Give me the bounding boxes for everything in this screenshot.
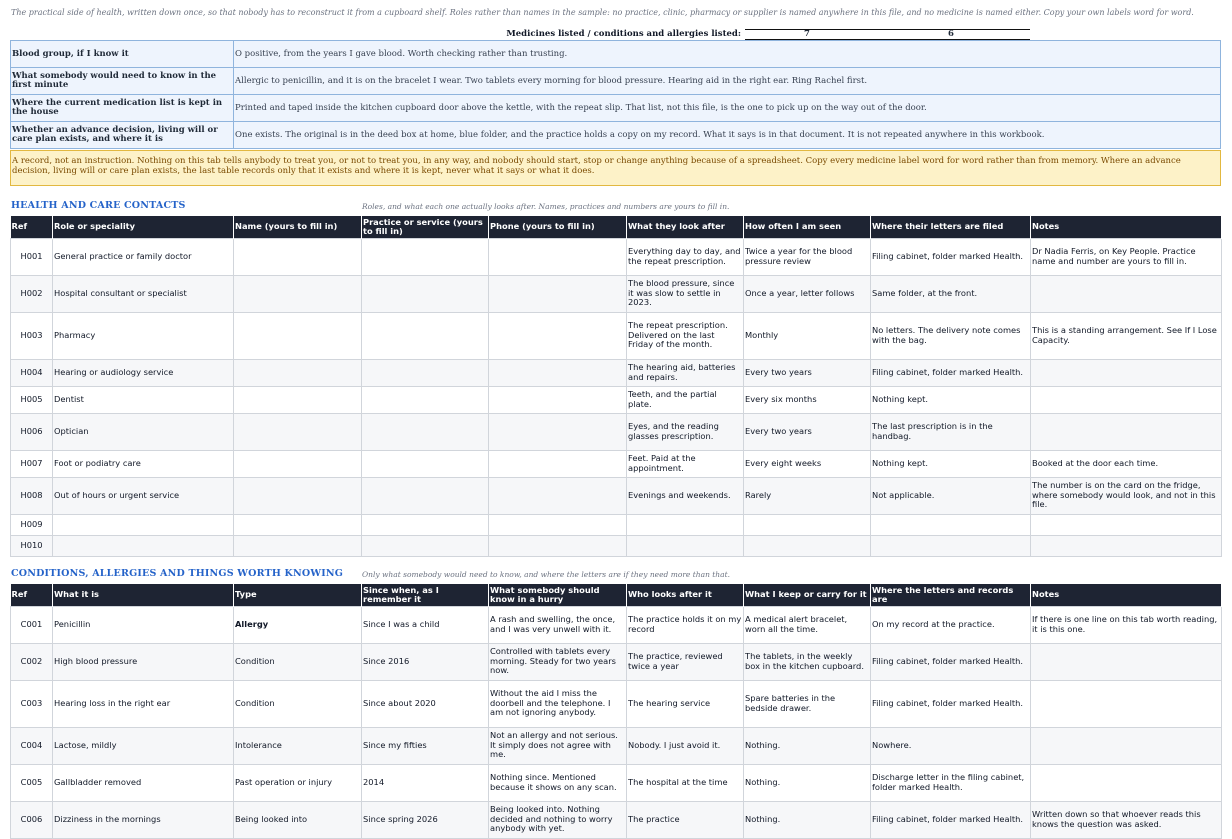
table-cell[interactable]: Being looked into. Nothing decided and nothing to worry anybody with yet.: [489, 801, 627, 838]
counts-label: Medicines listed / conditions and allergies listed:: [506, 29, 741, 39]
table-cell[interactable]: [234, 514, 362, 535]
table-cell[interactable]: Evenings and weekends.: [627, 477, 744, 514]
table-cell[interactable]: [234, 275, 362, 312]
key-fact-value[interactable]: Printed and taped inside the kitchen cupboard door above the kettle, with the repeat slip. That list, not this file, is the one to pick up on the way out of the door.: [234, 95, 1221, 122]
contacts-table: [10, 216, 1222, 557]
table-cell[interactable]: [362, 312, 489, 359]
row-ref[interactable]: H004: [11, 359, 53, 386]
column-header[interactable]: Type: [234, 584, 362, 606]
conditions-section-title: CONDITIONS, ALLERGIES AND THINGS WORTH KNOWING: [11, 568, 344, 579]
table-cell[interactable]: The hospital at the time: [627, 764, 744, 801]
table-cell[interactable]: [234, 450, 362, 477]
table-cell[interactable]: Nobody. I just avoid it.: [627, 727, 744, 764]
table-cell[interactable]: [362, 275, 489, 312]
table-cell[interactable]: Filing cabinet, folder marked Health.: [871, 238, 1031, 275]
key-fact-value[interactable]: Allergic to penicillin, and it is on the bracelet I wear. Two tablets every morning for blood pressure. Hearing aid in the right ear. Ring Rachel first.: [234, 68, 1221, 95]
table-cell[interactable]: [1031, 680, 1222, 727]
conditions-header-row: [11, 584, 1222, 606]
key-fact-row: [11, 41, 1221, 68]
contact-row: [11, 238, 1222, 275]
table-cell[interactable]: Twice a year for the blood pressure review: [744, 238, 871, 275]
table-cell[interactable]: [362, 450, 489, 477]
table-cell[interactable]: [627, 514, 744, 535]
column-header[interactable]: How often I am seen: [744, 216, 871, 238]
table-cell[interactable]: [489, 450, 627, 477]
table-cell[interactable]: Out of hours or urgent service: [53, 477, 234, 514]
table-cell[interactable]: The practice holds it on my record: [627, 606, 744, 643]
table-cell[interactable]: Nothing.: [744, 764, 871, 801]
column-header[interactable]: Notes: [1031, 216, 1222, 238]
row-ref[interactable]: H003: [11, 312, 53, 359]
table-cell[interactable]: [1031, 413, 1222, 450]
table-cell[interactable]: [234, 359, 362, 386]
column-header[interactable]: What I keep or carry for it: [744, 584, 871, 606]
table-cell[interactable]: 2014: [362, 764, 489, 801]
table-cell[interactable]: Not applicable.: [871, 477, 1031, 514]
contact-row: [11, 450, 1222, 477]
table-cell[interactable]: [1031, 386, 1222, 413]
row-ref[interactable]: C006: [11, 801, 53, 838]
table-cell[interactable]: The practice, reviewed twice a year: [627, 643, 744, 680]
table-cell[interactable]: Hearing or audiology service: [53, 359, 234, 386]
table-cell[interactable]: [234, 312, 362, 359]
table-cell[interactable]: [744, 514, 871, 535]
warning-note: A record, not an instruction. Nothing on this tab tells anybody to treat you, or not to treat you, in any way, and nobody should start, stop or change anything because of a spreadsheet. Copy every medicine label word for word rather than from memory. Where an advance decision, living will or care plan exists, the last table records only that it exists and where it is kept, never what it says or what it does.: [10, 150, 1221, 186]
table-cell[interactable]: Gallbladder removed: [53, 764, 234, 801]
contacts-section-note: Roles, and what each one actually looks after. Names, practices and numbers are yours to fill in.: [362, 202, 730, 211]
table-cell[interactable]: [53, 514, 234, 535]
table-cell[interactable]: General practice or family doctor: [53, 238, 234, 275]
intro-text: The practical side of health, written down once, so that nobody has to reconstruct it from a cupboard shelf. Roles rather than names in the sample: no practice, clinic, pharmacy or supplier is named anywhere in this file, and no medicine is named either. Copy your own labels word for word.: [11, 8, 1194, 17]
key-fact-label: Whether an advance decision, living will or care plan exists, and where it is: [11, 122, 234, 149]
table-cell[interactable]: Rarely: [744, 477, 871, 514]
key-fact-row: [11, 95, 1221, 122]
table-cell[interactable]: Once a year, letter follows: [744, 275, 871, 312]
row-ref[interactable]: H002: [11, 275, 53, 312]
table-cell[interactable]: [489, 359, 627, 386]
table-cell[interactable]: Every six months: [744, 386, 871, 413]
table-cell[interactable]: Without the aid I miss the doorbell and the telephone. I am not ignoring anybody.: [489, 680, 627, 727]
table-cell[interactable]: Nowhere.: [871, 727, 1031, 764]
table-cell[interactable]: Foot or podiatry care: [53, 450, 234, 477]
table-cell[interactable]: [871, 514, 1031, 535]
table-cell[interactable]: Filing cabinet, folder marked Health.: [871, 801, 1031, 838]
table-cell[interactable]: Dentist: [53, 386, 234, 413]
table-cell[interactable]: The hearing aid, batteries and repairs.: [627, 359, 744, 386]
table-cell[interactable]: The number is on the card on the fridge, where somebody would look, and not in this file.: [1031, 477, 1222, 514]
condition-row: [11, 680, 1222, 727]
column-header[interactable]: What somebody should know in a hurry: [489, 584, 627, 606]
contacts-header-row: [11, 216, 1222, 238]
table-cell[interactable]: Every two years: [744, 359, 871, 386]
table-cell[interactable]: No letters. The delivery note comes with the bag.: [871, 312, 1031, 359]
contacts-section-title: HEALTH AND CARE CONTACTS: [11, 200, 186, 211]
column-header[interactable]: Ref: [11, 584, 53, 606]
table-cell[interactable]: [744, 535, 871, 556]
table-cell[interactable]: Since 2016: [362, 643, 489, 680]
contact-row: [11, 477, 1222, 514]
table-cell[interactable]: If there is one line on this tab worth reading, it is this one.: [1031, 606, 1222, 643]
key-facts-table: [10, 40, 1221, 149]
table-cell[interactable]: Eyes, and the reading glasses prescription.: [627, 413, 744, 450]
column-header[interactable]: Where the letters and records are: [871, 584, 1031, 606]
table-cell[interactable]: [489, 312, 627, 359]
table-cell[interactable]: Since spring 2026: [362, 801, 489, 838]
table-cell[interactable]: Condition: [234, 680, 362, 727]
table-cell[interactable]: Filing cabinet, folder marked Health.: [871, 643, 1031, 680]
row-ref[interactable]: C005: [11, 764, 53, 801]
table-cell[interactable]: [1031, 727, 1222, 764]
table-cell[interactable]: [1031, 535, 1222, 556]
table-cell[interactable]: Penicillin: [53, 606, 234, 643]
table-cell[interactable]: [362, 477, 489, 514]
table-cell[interactable]: Intolerance: [234, 727, 362, 764]
table-cell[interactable]: Since my fifties: [362, 727, 489, 764]
table-cell[interactable]: Since about 2020: [362, 680, 489, 727]
row-ref[interactable]: C003: [11, 680, 53, 727]
column-header[interactable]: Notes: [1031, 584, 1222, 606]
table-cell[interactable]: [1031, 359, 1222, 386]
contact-row: [11, 312, 1222, 359]
table-cell[interactable]: [489, 413, 627, 450]
table-cell[interactable]: Filing cabinet, folder marked Health.: [871, 359, 1031, 386]
table-cell[interactable]: Discharge letter in the filing cabinet, folder marked Health.: [871, 764, 1031, 801]
table-cell[interactable]: Allergy: [234, 606, 362, 643]
contact-row: [11, 386, 1222, 413]
table-cell[interactable]: Optician: [53, 413, 234, 450]
table-cell[interactable]: [234, 535, 362, 556]
contact-row: [11, 359, 1222, 386]
table-cell[interactable]: Nothing kept.: [871, 386, 1031, 413]
table-cell[interactable]: The blood pressure, since it was slow to settle in 2023.: [627, 275, 744, 312]
condition-row: [11, 801, 1222, 838]
row-ref[interactable]: H009: [11, 514, 53, 535]
table-cell[interactable]: [489, 514, 627, 535]
table-cell[interactable]: Lactose, mildly: [53, 727, 234, 764]
table-cell[interactable]: Filing cabinet, folder marked Health.: [871, 680, 1031, 727]
table-cell[interactable]: [1031, 275, 1222, 312]
table-cell[interactable]: [362, 535, 489, 556]
table-cell[interactable]: The hearing service: [627, 680, 744, 727]
key-fact-label: What somebody would need to know in the first minute: [11, 68, 234, 95]
row-ref[interactable]: H008: [11, 477, 53, 514]
contact-row: [11, 535, 1222, 556]
row-ref[interactable]: C001: [11, 606, 53, 643]
table-cell[interactable]: Pharmacy: [53, 312, 234, 359]
table-cell[interactable]: Teeth, and the partial plate.: [627, 386, 744, 413]
table-cell[interactable]: [871, 535, 1031, 556]
column-header[interactable]: What they look after: [627, 216, 744, 238]
column-header[interactable]: Since when, as I remember it: [362, 584, 489, 606]
table-cell[interactable]: Feet. Paid at the appointment.: [627, 450, 744, 477]
row-ref[interactable]: H010: [11, 535, 53, 556]
table-cell[interactable]: The repeat prescription. Delivered on the last Friday of the month.: [627, 312, 744, 359]
table-cell[interactable]: [362, 238, 489, 275]
key-fact-label: Where the current medication list is kept in the house: [11, 95, 234, 122]
table-cell[interactable]: [234, 413, 362, 450]
key-fact-row: [11, 122, 1221, 149]
table-cell[interactable]: [489, 386, 627, 413]
column-header[interactable]: What it is: [53, 584, 234, 606]
table-cell[interactable]: High blood pressure: [53, 643, 234, 680]
contact-row: [11, 413, 1222, 450]
table-cell[interactable]: [362, 514, 489, 535]
table-cell[interactable]: Spare batteries in the bedside drawer.: [744, 680, 871, 727]
table-cell[interactable]: Everything day to day, and the repeat prescription.: [627, 238, 744, 275]
table-cell[interactable]: [489, 238, 627, 275]
table-cell[interactable]: Nothing kept.: [871, 450, 1031, 477]
table-cell[interactable]: Not an allergy and not serious. It simply does not agree with me.: [489, 727, 627, 764]
table-cell[interactable]: [234, 386, 362, 413]
table-cell[interactable]: On my record at the practice.: [871, 606, 1031, 643]
row-ref[interactable]: C004: [11, 727, 53, 764]
table-cell[interactable]: Nothing.: [744, 801, 871, 838]
conditions-table: [10, 584, 1222, 839]
contact-row: [11, 514, 1222, 535]
table-cell[interactable]: [362, 359, 489, 386]
table-cell[interactable]: Controlled with tablets every morning. Steady for two years now.: [489, 643, 627, 680]
table-cell[interactable]: [362, 413, 489, 450]
table-cell[interactable]: Written down so that whoever reads this knows the question was asked.: [1031, 801, 1222, 838]
column-header[interactable]: Phone (yours to fill in): [489, 216, 627, 238]
table-cell[interactable]: Booked at the door each time.: [1031, 450, 1222, 477]
table-cell[interactable]: Every two years: [744, 413, 871, 450]
row-ref[interactable]: H007: [11, 450, 53, 477]
condition-row: [11, 727, 1222, 764]
table-cell[interactable]: A rash and swelling, the once, and I was very unwell with it.: [489, 606, 627, 643]
condition-row: [11, 606, 1222, 643]
column-header[interactable]: Who looks after it: [627, 584, 744, 606]
column-header[interactable]: Role or speciality: [53, 216, 234, 238]
table-cell[interactable]: Nothing since. Mentioned because it shows on any scan.: [489, 764, 627, 801]
table-cell[interactable]: Dizziness in the mornings: [53, 801, 234, 838]
table-cell[interactable]: This is a standing arrangement. See If I Lose Capacity.: [1031, 312, 1222, 359]
key-fact-value[interactable]: O positive, from the years I gave blood. Worth checking rather than trusting.: [234, 41, 1221, 68]
table-cell[interactable]: Since I was a child: [362, 606, 489, 643]
table-cell[interactable]: [627, 535, 744, 556]
table-cell[interactable]: Dr Nadia Ferris, on Key People. Practice name and number are yours to fill in.: [1031, 238, 1222, 275]
table-cell[interactable]: Hospital consultant or specialist: [53, 275, 234, 312]
condition-row: [11, 643, 1222, 680]
table-cell[interactable]: A medical alert bracelet, worn all the time.: [744, 606, 871, 643]
table-cell[interactable]: [234, 238, 362, 275]
table-cell[interactable]: [489, 477, 627, 514]
row-ref[interactable]: H001: [11, 238, 53, 275]
table-cell[interactable]: [489, 535, 627, 556]
contact-row: [11, 275, 1222, 312]
conditions-count: 6: [948, 29, 954, 39]
key-fact-value[interactable]: One exists. The original is in the deed box at home, blue folder, and the practice holds a copy on my record. What it says is in that document. It is not repeated anywhere in this workbook.: [234, 122, 1221, 149]
table-cell[interactable]: [53, 535, 234, 556]
table-cell[interactable]: Same folder, at the front.: [871, 275, 1031, 312]
column-header[interactable]: Ref: [11, 216, 53, 238]
row-ref[interactable]: C002: [11, 643, 53, 680]
table-cell[interactable]: Nothing.: [744, 727, 871, 764]
table-cell[interactable]: Monthly: [744, 312, 871, 359]
conditions-section-note: Only what somebody would need to know, and where the letters are if they need more than that.: [362, 570, 730, 579]
table-cell[interactable]: The practice: [627, 801, 744, 838]
medicines-count: 7: [804, 29, 810, 39]
table-cell[interactable]: [362, 386, 489, 413]
key-fact-row: [11, 68, 1221, 95]
table-cell[interactable]: [489, 275, 627, 312]
column-header[interactable]: Practice or service (yours to fill in): [362, 216, 489, 238]
key-fact-label: Blood group, if I know it: [11, 41, 234, 68]
table-cell[interactable]: Condition: [234, 643, 362, 680]
condition-row: [11, 764, 1222, 801]
table-cell[interactable]: Hearing loss in the right ear: [53, 680, 234, 727]
table-cell[interactable]: [234, 477, 362, 514]
table-cell[interactable]: The tablets, in the weekly box in the kitchen cupboard.: [744, 643, 871, 680]
row-ref[interactable]: H005: [11, 386, 53, 413]
table-cell[interactable]: [1031, 764, 1222, 801]
table-cell[interactable]: [1031, 514, 1222, 535]
row-ref[interactable]: H006: [11, 413, 53, 450]
table-cell[interactable]: The last prescription is in the handbag.: [871, 413, 1031, 450]
table-cell[interactable]: [1031, 643, 1222, 680]
column-header[interactable]: Name (yours to fill in): [234, 216, 362, 238]
table-cell[interactable]: Being looked into: [234, 801, 362, 838]
column-header[interactable]: Where their letters are filed: [871, 216, 1031, 238]
table-cell[interactable]: Past operation or injury: [234, 764, 362, 801]
table-cell[interactable]: Every eight weeks: [744, 450, 871, 477]
